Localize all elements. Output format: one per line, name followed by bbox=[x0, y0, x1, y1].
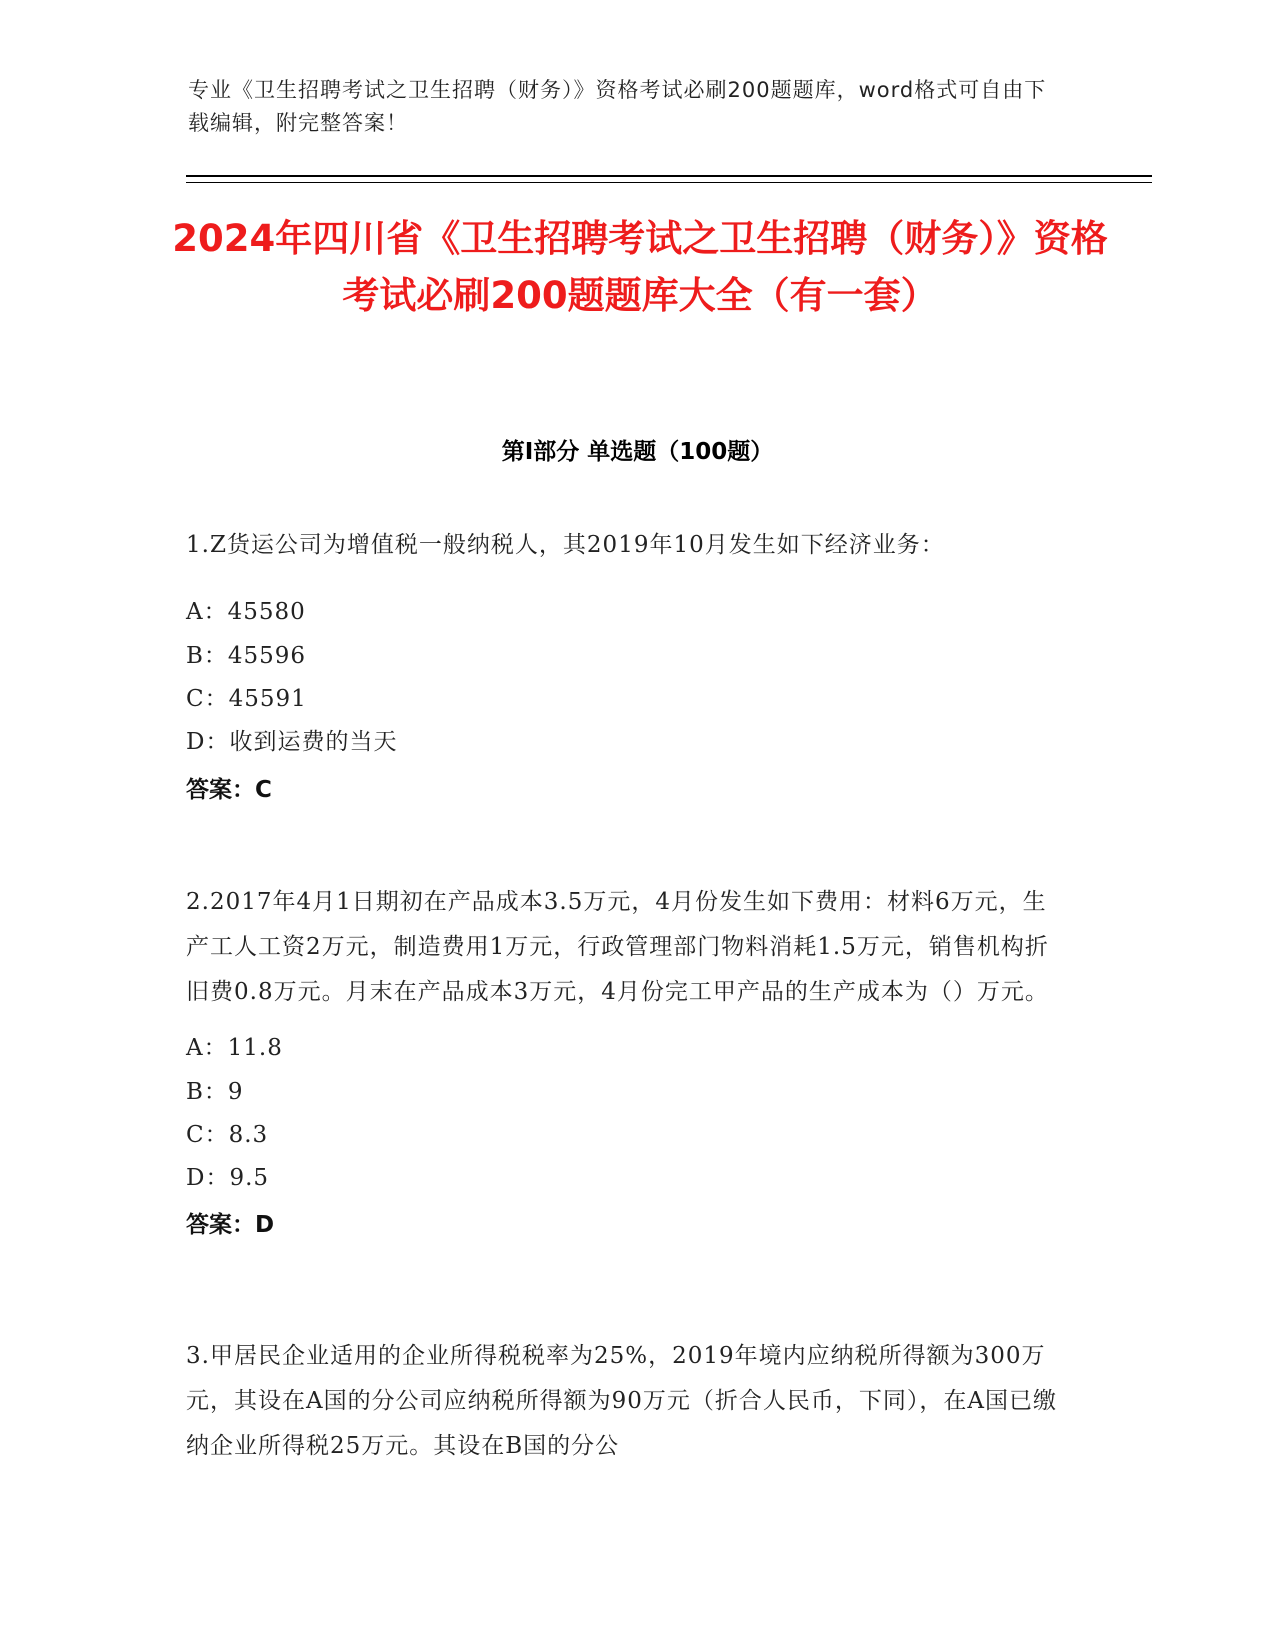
document-intro-text: 专业《卫生招聘考试之卫生招聘（财务）》资格考试必刷200题题库，word格式可自由下载编辑，附完整答案！ bbox=[188, 78, 1047, 135]
question-2-option-d: D：9.5 bbox=[186, 1165, 270, 1191]
header-divider-thick bbox=[186, 175, 1152, 177]
question-1-option-b: B：45596 bbox=[186, 643, 307, 669]
question-1-option-c: C：45591 bbox=[186, 686, 307, 712]
question-1-stem: 1.Z货运公司为增值税一般纳税人，其2019年10月发生如下经济业务： bbox=[186, 532, 945, 558]
question-2-option-a: A：11.8 bbox=[186, 1035, 283, 1061]
document-title: 2024年四川省《卫生招聘考试之卫生招聘（财务）》资格考试必刷200题题库大全（有一套） bbox=[172, 217, 1108, 317]
question-1-option-d: D：收到运费的当天 bbox=[186, 729, 398, 755]
section-heading: 第I部分 单选题（100题） bbox=[501, 439, 774, 465]
question-2-answer: 答案：D bbox=[186, 1212, 275, 1238]
question-2-option-c: C：8.3 bbox=[186, 1122, 269, 1148]
question-3-stem: 3.甲居民企业适用的企业所得税税率为25%，2019年境内应纳税所得额为300万元，其设在A国的分公司应纳税所得额为90万元（折合人民币，下同），在A国已缴纳企业所得税25万元。其设在B国的分公 bbox=[186, 1343, 1057, 1459]
question-2-option-b: B：9 bbox=[186, 1079, 244, 1105]
question-2-stem: 2.2017年4月1日期初在产品成本3.5万元，4月份发生如下费用：材料6万元，生产工人工资2万元，制造费用1万元，行政管理部门物料消耗1.5万元，销售机构折旧费0.8万元。月末在产品成本3万元，4月份完工甲产品的生产成本为（）万元。 bbox=[186, 889, 1049, 1005]
header-divider-thin bbox=[186, 182, 1152, 183]
question-1-answer: 答案：C bbox=[186, 777, 272, 803]
question-1-option-a: A：45580 bbox=[186, 599, 306, 625]
